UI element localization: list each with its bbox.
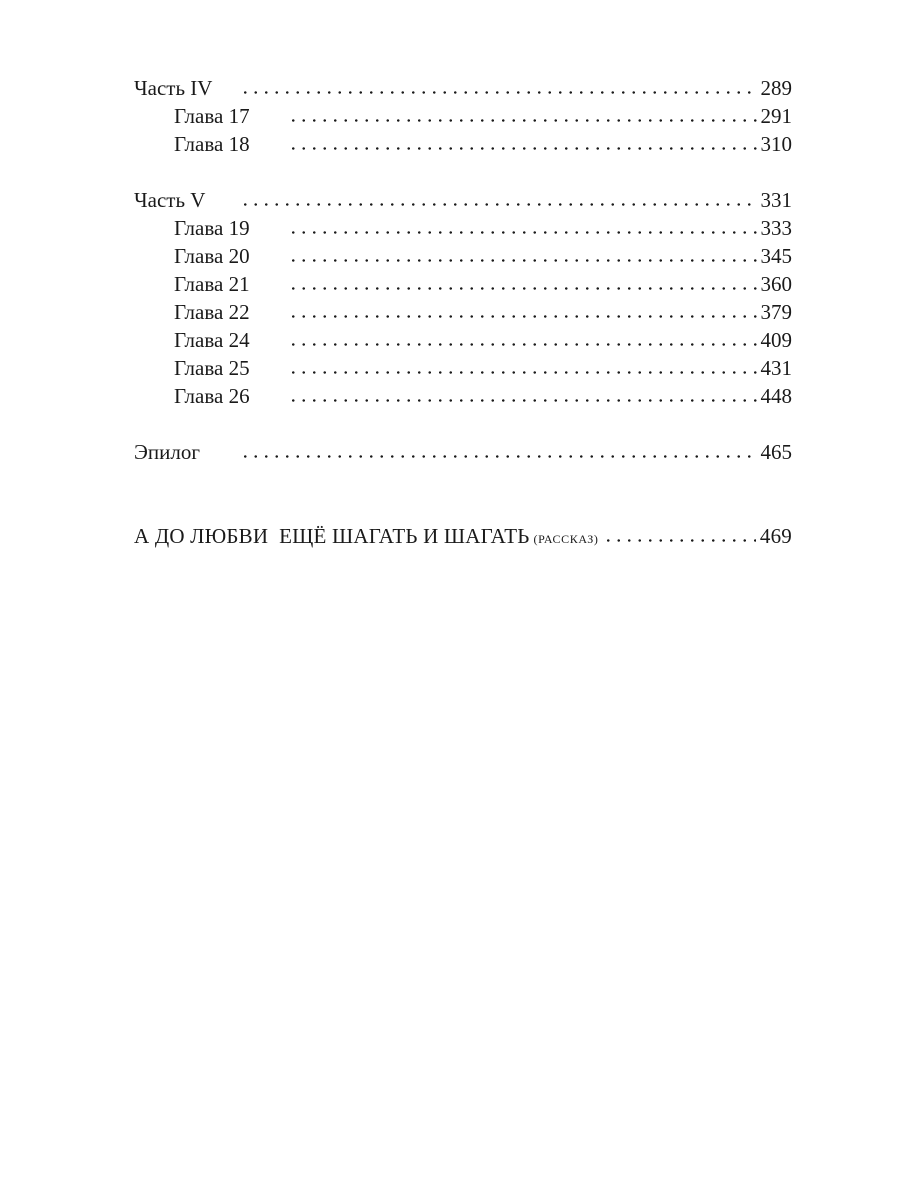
- toc-entry-label: Глава 22: [174, 300, 250, 324]
- toc-entry-label: Глава 21: [174, 272, 250, 296]
- toc-entry-chapter-18: [134, 130, 792, 158]
- dot-leader: [288, 369, 757, 375]
- dot-leader: [288, 313, 757, 319]
- toc-entry-epilogue: [134, 438, 792, 466]
- dot-leader: [288, 117, 757, 123]
- dot-leader: [288, 285, 757, 291]
- toc-entry-page: 469: [759, 524, 792, 548]
- toc-entry-chapter-25: [134, 354, 792, 382]
- toc-entry-chapter-26: [134, 382, 792, 410]
- toc-entry-page: 310: [760, 132, 792, 156]
- dot-leader: [288, 145, 757, 151]
- toc-entry-page: 465: [760, 440, 792, 464]
- dot-leader: [240, 201, 757, 207]
- toc-entry-label: Глава 20: [174, 244, 250, 268]
- toc-entry-label: Глава 19: [174, 216, 250, 240]
- toc-entry-label: Эпилог: [134, 440, 200, 464]
- toc-entry-page: 333: [760, 216, 792, 240]
- toc-entry-page: 331: [760, 188, 792, 212]
- dot-leader: [288, 229, 757, 235]
- toc-entry-chapter-17: [134, 102, 792, 130]
- toc-entry-label: Глава 17: [174, 104, 250, 128]
- toc-entry-page: 360: [760, 272, 792, 296]
- toc-entry-label: Глава 24: [174, 328, 250, 352]
- dot-leader: [603, 537, 756, 543]
- toc-entry-chapter-22: [134, 298, 792, 326]
- toc-entry-label: Глава 25: [174, 356, 250, 380]
- toc-entry-page: 291: [760, 104, 792, 128]
- toc-entry-story: [134, 522, 792, 550]
- toc-entry-label: Часть V: [134, 188, 206, 212]
- dot-leader: [288, 257, 757, 263]
- dot-leader: [288, 397, 757, 403]
- toc-entry-label: Часть IV: [134, 76, 213, 100]
- toc-entry-page: 431: [760, 356, 792, 380]
- toc-entry-page: 448: [760, 384, 792, 408]
- dot-leader: [240, 453, 757, 459]
- toc-entry-part-5: [134, 186, 792, 214]
- toc-entry-page: 345: [760, 244, 792, 268]
- toc-entry-part-4: [134, 74, 792, 102]
- toc-entry-chapter-19: [134, 214, 792, 242]
- toc-entry-chapter-24: [134, 326, 792, 354]
- toc-entry-label: Глава 18: [174, 132, 250, 156]
- toc-entry-chapter-21: [134, 270, 792, 298]
- dot-leader: [240, 89, 757, 95]
- toc-entry-label: Глава 26: [174, 384, 250, 408]
- toc-entry-label: А ДО ЛЮБВИ ЕЩЁ ШАГАТЬ И ШАГАТЬ: [134, 524, 530, 548]
- toc-entry-sublabel: (РАССКАЗ): [533, 532, 599, 546]
- dot-leader: [288, 341, 757, 347]
- toc-entry-chapter-20: [134, 242, 792, 270]
- toc-entry-page: 409: [760, 328, 792, 352]
- toc-entry-page: 379: [760, 300, 792, 324]
- toc-entry-page: 289: [760, 76, 792, 100]
